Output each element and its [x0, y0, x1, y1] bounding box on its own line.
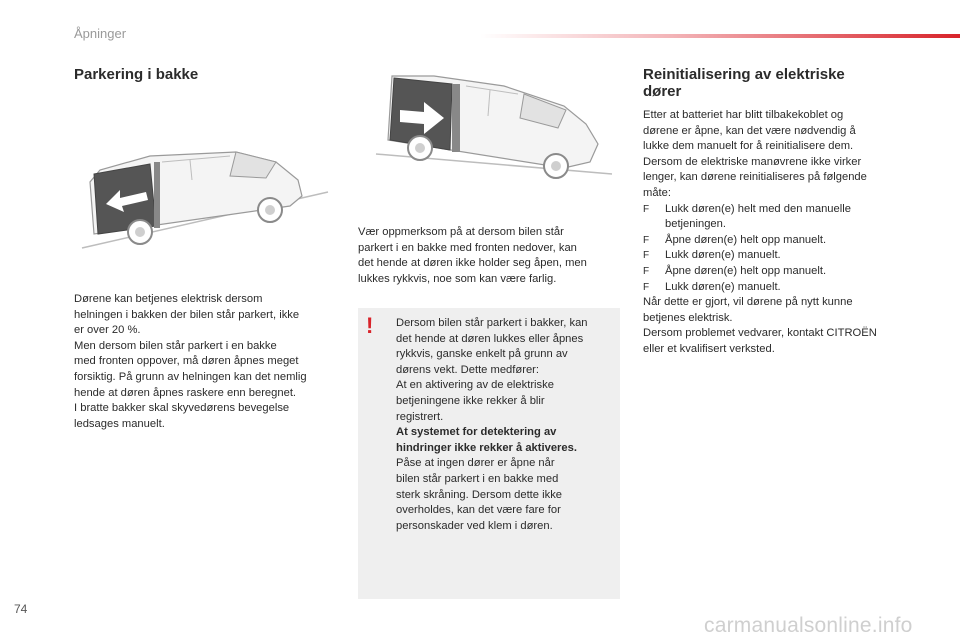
- text-line: det hende at døren lukkes eller åpnes: [396, 332, 584, 345]
- bullet-icon: F: [643, 234, 650, 246]
- page-number: 74: [14, 602, 28, 616]
- heading-line: Reinitialisering av elektriske: [643, 66, 845, 83]
- section-title: Åpninger: [74, 26, 127, 41]
- text-line: Men dersom bilen står parkert i en bakke: [74, 339, 277, 352]
- text-line: dørene er åpne, kan det være nødvendig å: [643, 124, 856, 137]
- steps-list: [643, 202, 933, 296]
- text-line: det hende at døren ikke holder seg åpen, men: [358, 257, 587, 270]
- watermark: carmanualsonline.info: [704, 614, 913, 637]
- text-line: forsiktig. På grunn av helningen kan det nemlig: [74, 370, 307, 383]
- warning-text: [396, 316, 614, 534]
- text-line: Lukk døren(e) helt med den manuelle: [665, 202, 851, 215]
- warning-icon: !: [366, 313, 374, 338]
- text-line: betjeningen.: [665, 218, 726, 231]
- text-line-bold: At systemet for detektering av: [396, 426, 557, 439]
- text-line: ledsages manuelt.: [74, 417, 165, 430]
- text-line: dørens vekt. Dette medfører:: [396, 363, 539, 376]
- text-line: overholdes, kan det være fare for: [396, 504, 561, 517]
- text-line: betjeningene ikke rekker å blir: [396, 394, 545, 407]
- text-line: bilen står parkert i en bakke med: [396, 472, 559, 485]
- text-line: sterk skråning. Dersom dette ikke: [396, 488, 563, 501]
- text-line: Dersom problemet vedvarer, kontakt CITROËN: [643, 327, 877, 340]
- text-line: Vær oppmerksom på at dersom bilen står: [358, 226, 564, 238]
- text-line: Dersom bilen står parkert i bakker, kan: [396, 317, 588, 329]
- text-line: med fronten oppover, må døren åpnes meget: [74, 355, 299, 368]
- text-line: helningen i bakken der bilen står parkert, ikke: [74, 308, 300, 321]
- text-line: Åpne døren(e) helt opp manuelt.: [665, 233, 827, 246]
- bullet-icon: F: [643, 265, 650, 277]
- text-line-bold: hindringer ikke rekker å aktiveres.: [396, 441, 577, 454]
- list-item: [643, 264, 933, 280]
- middle-paragraph: [358, 225, 628, 287]
- text-line: lukkes rykkvis, noe som kan være farlig.: [358, 272, 557, 285]
- van-uphill-illustration: [80, 140, 330, 250]
- text-line: betjenes elektrisk.: [643, 311, 733, 324]
- text-line: Dørene kan betjenes elektrisk dersom: [74, 293, 263, 305]
- text-line: At en aktivering av de elektriske: [396, 379, 554, 392]
- list-item: [643, 202, 933, 233]
- text-line: lenger, kan dørene reinitialiseres på følgende: [643, 171, 867, 184]
- bullet-icon: F: [643, 250, 650, 262]
- text-line: registrert.: [396, 410, 444, 423]
- text-line: personskader ved klem i døren.: [396, 519, 553, 532]
- text-line: I bratte bakker skal skyvedørens bevegelse: [74, 402, 290, 415]
- text-line: hende at døren åpnes raskere enn beregnet.: [74, 386, 297, 399]
- text-line: Når dette er gjort, vil dørene på nytt kunne: [643, 296, 853, 309]
- list-item: [643, 248, 933, 264]
- bullet-icon: F: [643, 281, 650, 293]
- left-paragraph: [74, 292, 344, 432]
- heading-parking-slope: Parkering i bakke: [74, 66, 199, 83]
- text-line: måte:: [643, 186, 671, 199]
- text-line: rykkvis, ganske enkelt på grunn av: [396, 348, 568, 361]
- heading-reinit-doors: [643, 66, 923, 100]
- text-line: parkert i en bakke med fronten nedover, kan: [358, 241, 577, 254]
- text-line: Dersom de elektriske manøvrene ikke virker: [643, 155, 862, 168]
- text-line: Lukk døren(e) manuelt.: [665, 280, 781, 293]
- bullet-icon: F: [643, 203, 650, 215]
- right-content: [643, 108, 933, 358]
- list-item: [643, 280, 933, 296]
- list-item: [643, 233, 933, 249]
- van-downhill-illustration: [374, 70, 614, 180]
- text-line: lukke dem manuelt for å reinitialisere dem.: [643, 140, 854, 153]
- text-line: Åpne døren(e) helt opp manuelt.: [665, 264, 827, 277]
- header-accent-bar: [480, 34, 960, 38]
- text-line: Etter at batteriet har blitt tilbakekoblet og: [643, 109, 844, 121]
- text-line: eller et kvalifisert verksted.: [643, 342, 775, 355]
- text-line: Lukk døren(e) manuelt.: [665, 249, 781, 262]
- heading-line: dører: [643, 83, 682, 100]
- text-line: Påse at ingen dører er åpne når: [396, 457, 555, 470]
- text-line: er over 20 %.: [74, 324, 141, 337]
